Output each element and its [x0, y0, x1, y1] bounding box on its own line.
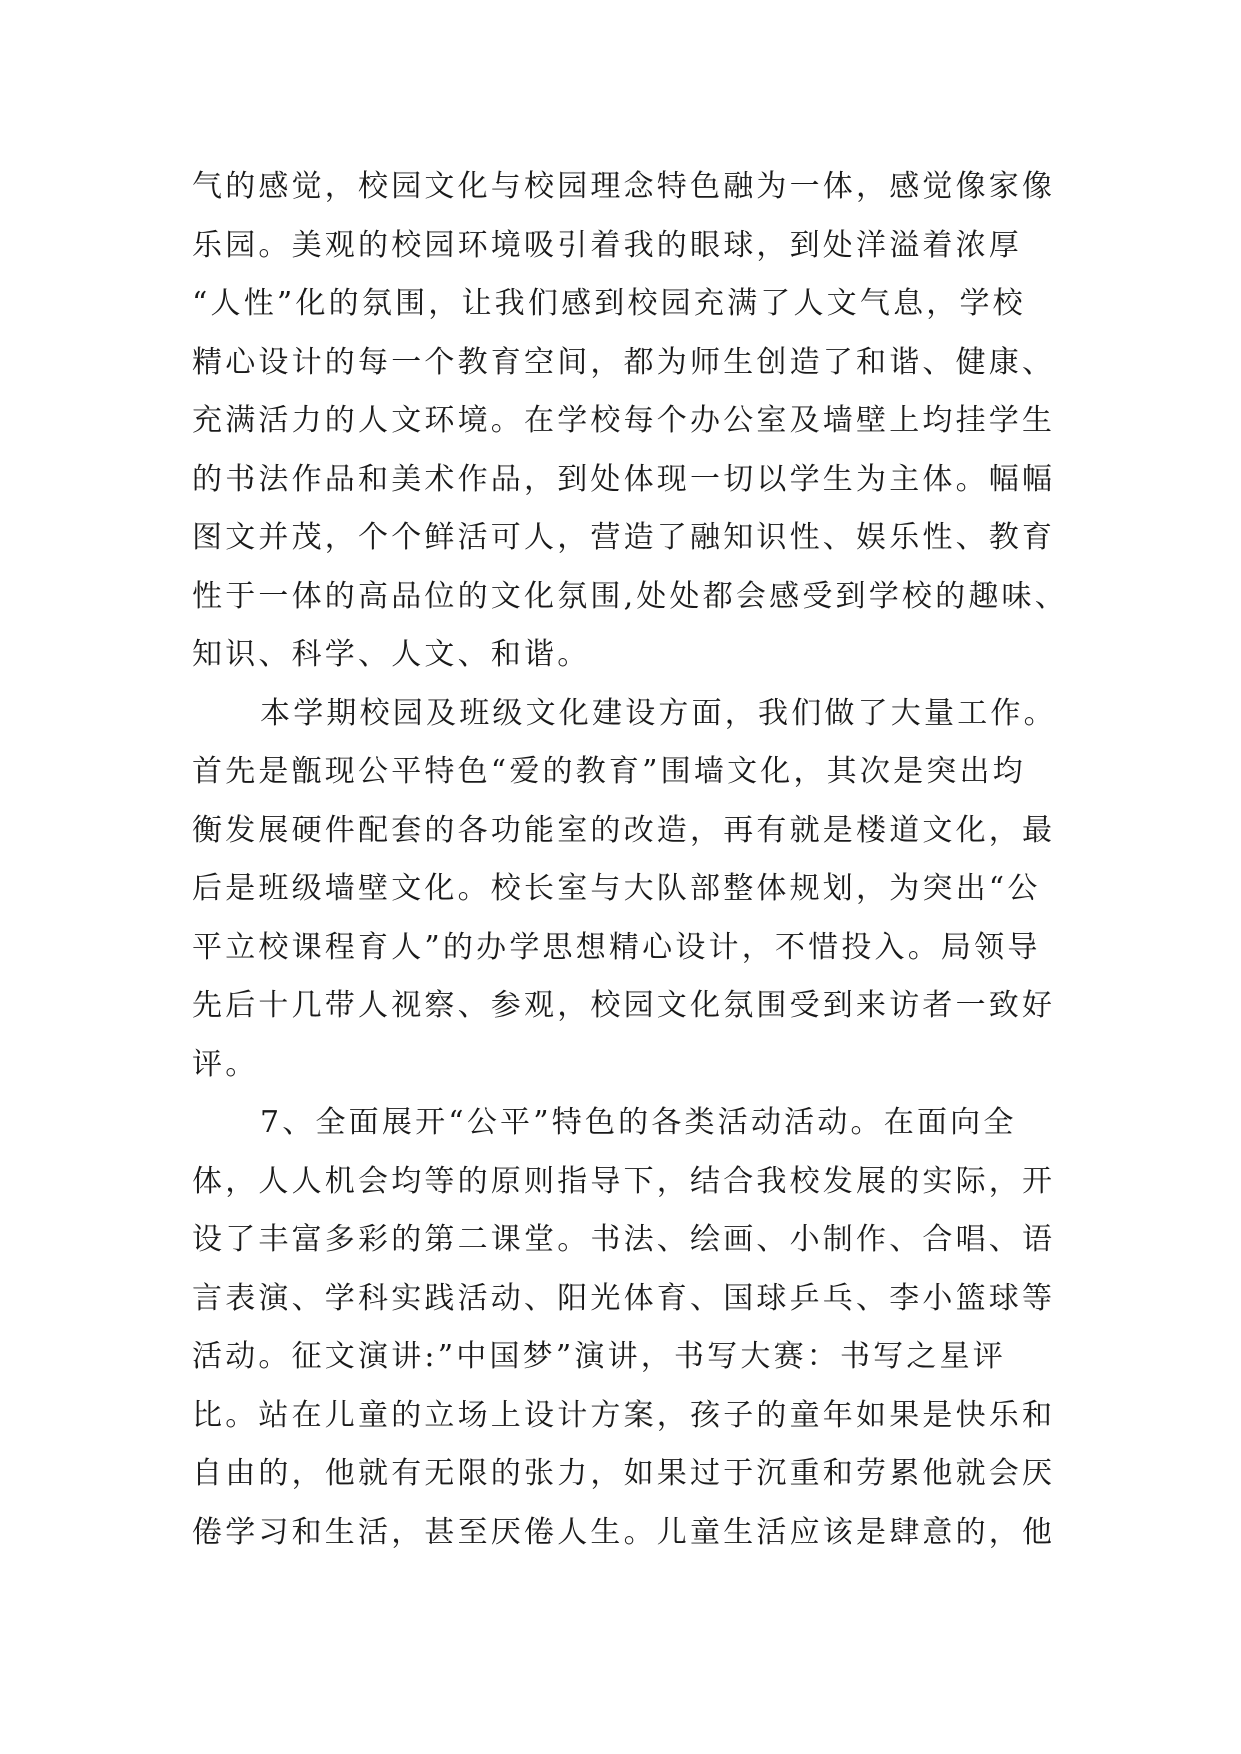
text-line: 评。: [192, 1046, 259, 1082]
text-line: 知识、科学、人文、和谐。: [192, 637, 591, 672]
text-line: 的书法作品和美术作品，到处体现一切以学生为主体。幅幅: [192, 461, 1056, 497]
text-line: 精心设计的每一个教育空间，都为师生创造了和谐、健康、: [192, 344, 1056, 380]
text-line: 充满活力的人文环境。在学校每个办公室及墙壁上均挂学生: [192, 403, 1056, 438]
text-line: 设了丰富多彩的第二课堂。书法、绘画、小制作、合唱、语: [192, 1222, 1056, 1257]
text-line: 后是班级墙壁文化。校长室与大队部整体规划，为突出“公: [192, 871, 1041, 906]
paragraph-start-line: 7、全面展开“公平”特色的各类活动活动。在面向全: [260, 1105, 1017, 1140]
text-line: 自由的，他就有无限的张力，如果过于沉重和劳累他就会厌: [192, 1456, 1056, 1491]
text-line: 乐园。美观的校园环境吸引着我的眼球，到处洋溢着浓厚: [192, 227, 1022, 263]
text-line: 先后十几带人视察、参观，校园文化氛围受到来访者一致好: [192, 988, 1056, 1023]
text-line: 体，人人机会均等的原则指导下，结合我校发展的实际，开: [192, 1163, 1056, 1199]
text-line: “人性”化的氛围，让我们感到校园充满了人文气息，学校: [192, 286, 1026, 321]
text-line: 首先是甑现公平特色“爱的教育”围墙文化，其次是突出均: [192, 754, 1026, 789]
body-text: [192, 158, 1072, 1562]
text-line: 比。站在儿童的立场上设计方案，孩子的童年如果是快乐和: [192, 1397, 1056, 1433]
paragraph-start-line: 本学期校园及班级文化建设方面，我们做了大量工作。: [260, 695, 1057, 731]
text-line: 性于一体的高品位的文化氛围,处处都会感受到学校的趣味、: [192, 578, 1068, 614]
text-line: 衡发展硬件配套的各功能室的改造，再有就是楼道文化，最: [192, 812, 1056, 848]
text-line: 图文并茂，个个鲜活可人，营造了融知识性、娱乐性、教育: [192, 520, 1056, 555]
text-line: 平立校课程育人”的办学思想精心设计，不惜投入。局领导: [192, 929, 1041, 965]
text-line: 倦学习和生活，甚至厌倦人生。儿童生活应该是肆意的，他: [192, 1514, 1056, 1550]
text-line: 气的感觉，校园文化与校园理念特色融为一体，感觉像家像: [192, 169, 1056, 204]
text-line: 言表演、学科实践活动、阳光体育、国球乒乓、李小篮球等: [192, 1280, 1056, 1316]
text-line: 活动。征文演讲:”中国梦”演讲，书写大赛：书写之星评: [192, 1339, 1006, 1374]
